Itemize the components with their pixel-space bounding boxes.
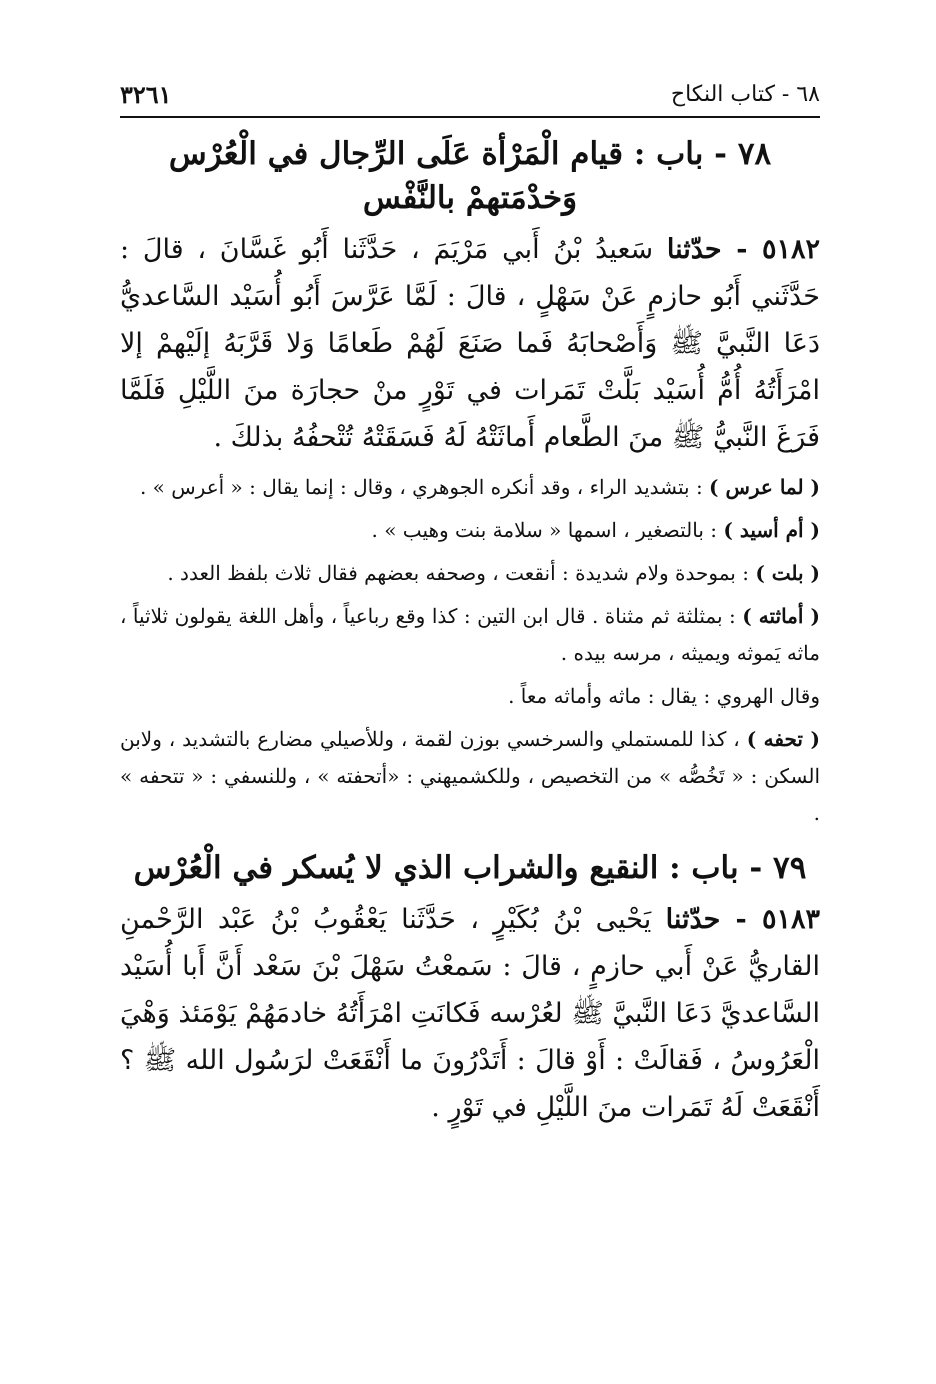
book-page: [120, 80, 820, 1131]
note-term: ( لما عرس ): [709, 475, 820, 499]
note-text: : بموحدة ولام شديدة : أنقعت ، وصحفه بعضهم فقال ثلاث بلفظ العدد .: [167, 561, 756, 585]
commentary-5182: [120, 469, 820, 832]
hadith-text-5183: يَحْيى بْنُ بُكَيْرٍ ، حَدَّثَنا يَعْقُوبُ بْنُ عَبْد الرَّحْمنِ القاريُّ عَنْ أَبي حازمٍ ، قالَ : سَمعْتُ سَهْلَ بْنَ سَعْد أَنَّ أَبا أُسَيْد السَّاعديَّ دَعَا النَّبيَّ ﷺ لعُرْسه فَكانَتِ امْرَأَتُهُ خادمَهُمْ يَوْمَئذ وَهْيَ الْعَرُوسُ ، فَقالَتْ : أَوْ قالَ : أَتَدْرُونَ ما أَنْقَعَتْ لرَسُول الله ﷺ ؟ أَنْقَعَتْ لَهُ تَمَرات منَ اللَّيْلِ في تَوْرٍ .: [120, 904, 820, 1123]
note-item: [120, 469, 820, 506]
note-text: : بمثلثة ثم مثناة . قال ابن التين : كذا وقع رباعياً ، وأهل اللغة يقولون ثلاثياً ، ماثه يَموثه ويميثه ، مرسه بيده .: [120, 604, 820, 665]
hadith-number-5183: ٥١٨٣ - حدّثنا: [665, 904, 820, 935]
note-item: [120, 555, 820, 592]
section-heading-79: ٧٩ - باب : النقيع والشراب الذي لا يُسكر في الْعُرْس: [133, 850, 807, 886]
page-number: ٣٢٦١: [120, 80, 172, 109]
note-text: : بتشديد الراء ، وقد أنكره الجوهري ، وقال : إنما يقال : « أعرس » .: [139, 475, 710, 499]
note-item: [120, 512, 820, 549]
hadith-number-5182: ٥١٨٢ - حدّثنا: [666, 234, 820, 265]
note-text: ، كذا للمستملي والسرخسي بوزن لقمة ، وللأصيلي مضارع بالتشديد ، ولابن السكن : « تَخُصُّه » من التخصيص ، وللكشميهني : «أتحفته » ، وللنسفي : « تتحفه » .: [120, 727, 820, 825]
section-heading-78: ٧٨ - باب : قيام الْمَرْأة عَلَى الرِّجال في الْعُرْس وَخدْمَتهمْ بالنَّفْس: [168, 136, 772, 216]
note-term: ( تحفه ): [746, 727, 820, 751]
running-chapter-title: ٦٨ - كتاب النكاح: [670, 82, 820, 107]
note-term: ( بلت ): [755, 561, 820, 585]
hadith-5183: [120, 896, 820, 1131]
running-header: [120, 80, 820, 118]
note-text: : بالتصغير ، اسمها « سلامة بنت وهيب » .: [371, 518, 724, 542]
hadith-text-5182: سَعيدُ بْنُ أَبي مَرْيَمَ ، حَدَّثَنا أَبُو غَسَّانَ ، قالَ : حَدَّثَني أَبُو حازمٍ عَنْ سَهْلٍ ، قالَ : لَمَّا عَرَّسَ أَبُو أُسَيْد السَّاعديُّ دَعَا النَّبيَّ ﷺ وَأَصْحابَهُ فَما صَنَعَ لَهُمْ طَعامًا وَلا قَرَّبَهُ إلَيْهمْ إلا امْرَأَتُهُ أُمُّ أُسَيْد بَلَّتْ تَمَرات في تَوْرٍ منْ حجارَة منَ اللَّيْلِ فَلَمَّا فَرَغَ النَّبيُّ ﷺ منَ الطَّعام أَماثَتْهُ لَهُ فَسَقَتْهُ تُتْحفُهُ بذلكَ .: [120, 234, 820, 453]
note-item: [120, 721, 820, 832]
hadith-5182: [120, 226, 820, 461]
note-term: ( أماثته ): [742, 604, 820, 628]
note-term: ( أم أسيد ): [723, 518, 820, 542]
note-item: [120, 678, 820, 715]
note-text: وقال الهروي : يقال : ماثه وأماثه معاً .: [508, 684, 820, 708]
note-item: [120, 598, 820, 672]
